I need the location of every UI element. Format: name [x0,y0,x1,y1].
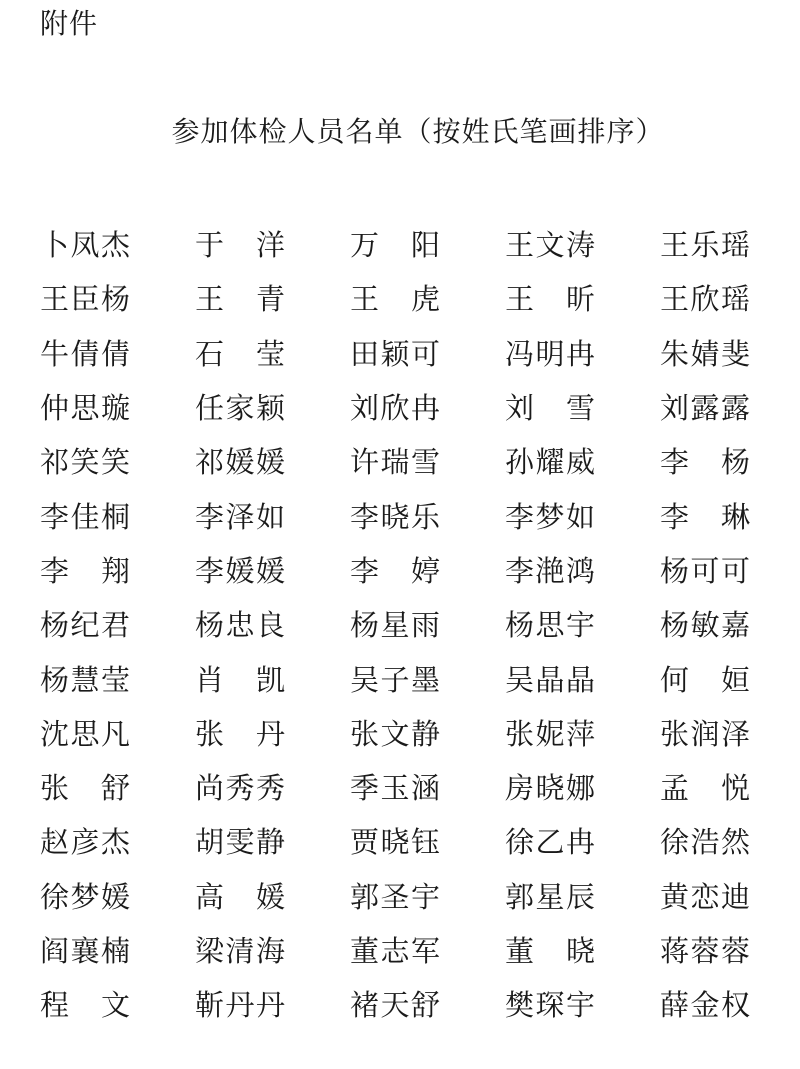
name-entry: 刘 欣 冉 [350,391,440,426]
name-entry: 石 莹 [195,336,285,371]
name-entry: 张 润 泽 [660,716,750,751]
name-entry: 薛 金 权 [660,988,750,1023]
name-entry: 李 媛 媛 [195,553,285,588]
name-entry: 肖 凯 [195,662,285,697]
name-entry: 李 晓 乐 [350,499,440,534]
name-entry: 许 瑞 雪 [350,445,440,480]
name-entry: 褚 天 舒 [350,988,440,1023]
name-entry: 贾 晓 钰 [350,825,440,860]
name-entry: 杨 可 可 [660,553,750,588]
name-entry: 田 颖 可 [350,336,440,371]
name-entry: 刘 露 露 [660,391,750,426]
name-entry: 李 琳 [660,499,750,534]
name-entry: 王 青 [195,282,285,317]
name-entry: 张 妮 萍 [505,716,595,751]
name-entry: 刘 雪 [505,391,595,426]
name-entry: 吴 子 墨 [350,662,440,697]
attachment-label: 附件 [40,7,99,40]
name-entry: 杨 忠 良 [195,608,285,643]
name-entry: 卜 凤 杰 [40,228,130,263]
name-entry: 靳 丹 丹 [195,988,285,1023]
name-entry: 王 臣 杨 [40,282,130,317]
name-entry: 董 志 军 [350,934,440,968]
name-entry: 沈 思 凡 [40,716,130,751]
name-entry: 郭 星 辰 [505,879,595,914]
name-entry: 李 佳 桐 [40,499,130,534]
name-entry: 于 洋 [195,228,285,263]
name-entry: 李 婷 [350,553,440,588]
name-entry: 杨 敏 嘉 [660,608,750,643]
name-entry: 房 晓 娜 [505,771,595,806]
name-entry: 郭 圣 宇 [350,879,440,914]
name-entry: 蒋 蓉 蓉 [660,934,750,968]
name-entry: 牛 倩 倩 [40,336,130,371]
name-entry: 李 梦 如 [505,499,595,534]
name-entry: 徐 梦 媛 [40,879,130,914]
name-entry: 任 家 颖 [195,391,285,426]
name-list [40,218,760,1032]
name-entry: 杨 慧 莹 [40,662,130,697]
name-entry: 仲 思 璇 [40,391,130,426]
name-entry: 张 文 静 [350,716,440,751]
name-entry: 孟 悦 [660,771,750,806]
name-entry: 徐 乙 冉 [505,825,595,860]
name-entry: 徐 浩 然 [660,825,750,860]
name-entry: 李 杨 [660,445,750,480]
name-entry: 李 泽 如 [195,499,285,534]
name-entry: 万 阳 [350,228,440,263]
name-entry: 张 舒 [40,771,130,806]
name-entry: 李 翔 [40,553,130,588]
name-entry: 孙 耀 威 [505,445,595,480]
name-entry: 尚 秀 秀 [195,771,285,806]
name-entry: 王 昕 [505,282,595,317]
name-entry: 王 欣 瑶 [660,282,750,317]
name-entry: 高 媛 [195,879,285,914]
name-entry: 冯 明 冉 [505,336,595,371]
name-entry: 樊 琛 宇 [505,988,595,1023]
name-entry: 王 虎 [350,282,440,317]
name-entry: 王 文 涛 [505,228,595,263]
name-entry: 黄 恋 迪 [660,879,750,914]
name-entry: 阎 襄 楠 [40,934,130,968]
name-entry: 季 玉 涵 [350,771,440,806]
name-entry: 程 文 [40,988,130,1023]
name-entry: 赵 彦 杰 [40,825,130,860]
name-entry: 董 晓 [505,934,595,968]
document-title: 参加体检人员名单（按姓氏笔画排序） [171,115,665,148]
name-entry: 张 丹 [195,716,285,751]
name-entry: 杨 星 雨 [350,608,440,643]
name-entry: 杨 思 宇 [505,608,595,643]
name-entry: 杨 纪 君 [40,608,130,643]
name-entry: 祁 笑 笑 [40,445,130,480]
name-entry: 王 乐 瑶 [660,228,750,263]
name-entry: 李 滟 鸿 [505,553,595,588]
name-entry: 吴 晶 晶 [505,662,595,697]
name-entry: 祁 媛 媛 [195,445,285,480]
name-entry: 朱 婧 斐 [660,336,750,371]
name-entry: 梁 清 海 [195,934,285,968]
name-entry: 何 姮 [660,662,750,697]
name-entry: 胡 雯 静 [195,825,285,860]
